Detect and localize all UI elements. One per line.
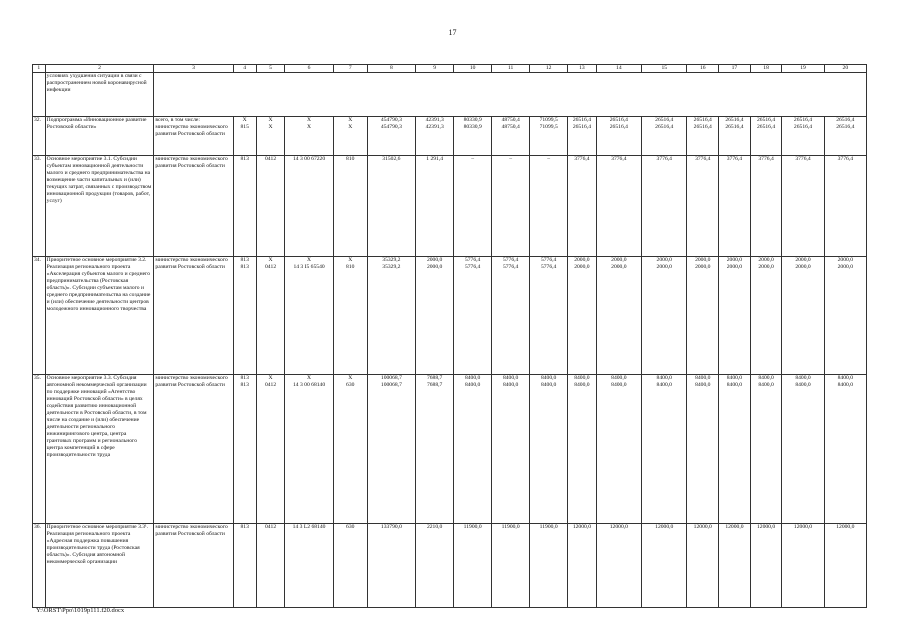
cell-value: 3776,4 [726, 156, 743, 162]
value-cell [568, 257, 597, 375]
value-cell [719, 156, 751, 257]
budget-table [32, 64, 867, 608]
cell-value: 454790,3 [380, 124, 402, 130]
column-header: 7 [333, 65, 367, 73]
value-cell [782, 524, 824, 608]
value-cell [750, 117, 782, 156]
value-cell [256, 375, 285, 524]
cell-value: X [348, 375, 353, 381]
cell-value: 0412 [264, 382, 277, 388]
value-cell [750, 156, 782, 257]
value-cell [333, 156, 367, 257]
cell-value: 14 3 I5 65540 [293, 264, 325, 270]
value-cell [233, 117, 256, 156]
cell-value: 12000,0 [725, 524, 744, 530]
cell-value: 100068,7 [380, 382, 402, 388]
value-cell [530, 117, 568, 156]
cell-value: 2210,0 [426, 524, 443, 530]
cell-value: 42391,3 [425, 117, 444, 123]
value-cell [256, 156, 285, 257]
cell-value: 7688,7 [426, 375, 443, 381]
column-header: 17 [719, 65, 751, 73]
value-cell [687, 375, 719, 524]
cell-value: 8400,0 [837, 375, 853, 381]
cell-value: X [348, 124, 353, 130]
value-cell [642, 524, 687, 608]
cell-value: 8400,0 [656, 375, 672, 381]
cell-value: 630 [346, 524, 355, 530]
cell-value: всего, в том числе: [155, 117, 200, 123]
value-cell [568, 524, 597, 608]
executor-cell [154, 524, 233, 608]
column-header: 11 [492, 65, 530, 73]
cell-value: 813 [240, 156, 249, 162]
value-cell [492, 257, 530, 375]
value-cell [824, 375, 866, 524]
value-cell [454, 156, 492, 257]
value-cell [416, 524, 454, 608]
cell-value: 3776,4 [574, 156, 590, 162]
table-row [33, 117, 867, 156]
cell-value: 2000,0 [795, 264, 811, 270]
cell-value: X [268, 375, 273, 381]
value-cell [333, 257, 367, 375]
cell-value: 2000,0 [426, 257, 443, 263]
cell-value: 26516,4 [693, 124, 712, 130]
cell-value: 31502,6 [382, 156, 401, 162]
value-cell [719, 524, 751, 608]
value-cell [642, 117, 687, 156]
cell-value: 2000,0 [611, 257, 627, 263]
cell-value: 2000,0 [758, 264, 774, 270]
value-cell [492, 375, 530, 524]
cell-value: – [471, 156, 475, 162]
value-cell [568, 117, 597, 156]
value-cell [719, 257, 751, 375]
cell-value: 26516,4 [836, 117, 855, 123]
cell-value: 26516,4 [609, 117, 628, 123]
value-cell [333, 524, 367, 608]
row-name: Основное мероприятие 3.1. Субсидии субъектам инновационной деятельности малого и среднего предпринимательства на возмещение части капитальных и (или) текущих затрат, связанных с производством инновационной продукции (товаров, работ, услуг) [45, 156, 154, 257]
column-header: 16 [687, 65, 719, 73]
value-cell [285, 156, 334, 257]
cell-value: X [348, 117, 353, 123]
value-cell [824, 117, 866, 156]
column-header: 9 [416, 65, 454, 73]
cell-value: министерство экономического развития Ростовской области [155, 257, 228, 270]
value-cell [596, 156, 641, 257]
value-cell [750, 524, 782, 608]
row-name: Приоритетное основное мероприятие 3.2. Реализация регионального проекта «Акселерация субъектов малого и среднего предпринимательства (Ростовская область)». Субсидии субъектам малого и среднего предпринимательства на создание и (или) обеспечение деятельности центров молодежного инновационного творчества [45, 257, 154, 375]
cell-value: 71099,5 [539, 124, 558, 130]
cell-value: 2000,0 [574, 257, 590, 263]
cell-value: 14 3 00 67220 [292, 156, 326, 162]
value-cell [719, 375, 751, 524]
cell-value: 71099,5 [539, 117, 558, 123]
column-header: 13 [568, 65, 597, 73]
cell-value: 3776,4 [611, 156, 627, 162]
value-cell [333, 117, 367, 156]
cell-value: 26516,4 [756, 124, 776, 130]
value-cell [596, 375, 641, 524]
cell-value: 12000,0 [693, 524, 712, 530]
cell-value: X [348, 257, 353, 263]
cell-value: 12000,0 [756, 524, 776, 530]
cell-value: 2000,0 [726, 257, 743, 263]
cell-value: 12000,0 [609, 524, 628, 530]
value-cell [285, 375, 334, 524]
row-number: 36. [33, 524, 46, 608]
row-name: Приоритетное основное мероприятие 3.3¹. Реализация регионального проекта «Адресная поддержка повышения производительности труда (Ростовская область)». Субсидия автономной некоммерческой организации [45, 524, 154, 608]
cell-value: 1 291,4 [426, 156, 444, 162]
value-cell [492, 156, 530, 257]
column-header: 19 [782, 65, 824, 73]
cell-value: 813 [240, 257, 249, 263]
cell-value: 100068,7 [380, 375, 402, 381]
cell-value: 12000,0 [836, 524, 855, 530]
value-cell [233, 375, 256, 524]
cell-value: 26516,4 [793, 117, 813, 123]
column-header: 8 [367, 65, 416, 73]
column-header: 10 [454, 65, 492, 73]
cell-value: 48750,4 [501, 124, 520, 130]
cell-value: X [268, 117, 273, 123]
table-row [33, 257, 867, 375]
cell-value: 14 3 L2 68140 [292, 524, 326, 530]
cell-value: 2000,0 [426, 264, 443, 270]
cell-value: 8400,0 [758, 382, 774, 388]
value-cell [596, 257, 641, 375]
cell-value: 2000,0 [695, 264, 711, 270]
cell-value: 8400,0 [726, 382, 743, 388]
document-path: Y:\ORST\Ppo\1019p111.f20.docx [36, 607, 125, 614]
cell-value: 630 [346, 382, 355, 388]
cell-value: 80330,9 [463, 117, 482, 123]
cell-value: 2000,0 [611, 264, 627, 270]
cell-value: 815 [240, 124, 249, 130]
cell-value: 5776,4 [464, 264, 481, 270]
cell-value: 8400,0 [656, 382, 672, 388]
cell-value: 0412 [264, 524, 277, 530]
cell-value: 26516,4 [756, 117, 776, 123]
cell-value: 813 [240, 264, 249, 270]
value-cell [642, 375, 687, 524]
value-cell [256, 524, 285, 608]
cell-value: 813 [240, 382, 249, 388]
value-cell [687, 257, 719, 375]
cell-value: 8400,0 [611, 375, 627, 381]
cell-value: 26516,4 [609, 124, 628, 130]
cell-value: 813 [240, 375, 249, 381]
value-cell [454, 375, 492, 524]
value-cell [750, 257, 782, 375]
column-header: 1 [33, 65, 46, 73]
value-cell [750, 375, 782, 524]
value-cell [285, 117, 334, 156]
cell-value: – [547, 156, 551, 162]
table-row [33, 156, 867, 257]
cell-value: 3776,4 [795, 156, 811, 162]
cell-value: 2000,0 [656, 264, 672, 270]
value-cell [824, 156, 866, 257]
executor-cell [154, 375, 233, 524]
cell-value: 0412 [264, 264, 277, 270]
cell-value: 8400,0 [574, 382, 590, 388]
cell-value: 133790,0 [380, 524, 402, 530]
cell-value: 8400,0 [502, 382, 519, 388]
column-header: 14 [596, 65, 641, 73]
value-cell [285, 524, 334, 608]
value-cell [416, 117, 454, 156]
cell-value: 8400,0 [695, 382, 711, 388]
value-cell [530, 375, 568, 524]
row-number: 32. [33, 117, 46, 156]
cell-value: 2000,0 [758, 257, 774, 263]
value-cell [782, 375, 824, 524]
value-cell [416, 375, 454, 524]
value-cell [233, 524, 256, 608]
cell-value: 5776,4 [540, 257, 557, 263]
cell-value: – [509, 156, 513, 162]
cell-value: 26516,4 [655, 124, 674, 130]
column-header: 5 [256, 65, 285, 73]
cell-value: 12000,0 [793, 524, 813, 530]
value-cell [596, 117, 641, 156]
table-row [33, 524, 867, 608]
value-cell [367, 524, 416, 608]
column-header: 20 [824, 65, 866, 73]
value-cell [824, 257, 866, 375]
value-cell [492, 117, 530, 156]
cell-value: 2000,0 [837, 257, 853, 263]
cell-value: 454790,3 [380, 117, 402, 123]
cell-value: 5776,4 [502, 264, 519, 270]
cell-value: 8400,0 [758, 375, 774, 381]
value-cell [530, 524, 568, 608]
cell-value: 8400,0 [540, 375, 557, 381]
value-cell [782, 257, 824, 375]
cell-value: 8400,0 [464, 382, 481, 388]
cell-value: 8400,0 [574, 375, 590, 381]
cell-value: 5776,4 [540, 264, 557, 270]
value-cell [782, 156, 824, 257]
value-cell [492, 524, 530, 608]
cell-value: 2000,0 [695, 257, 711, 263]
cell-value: X [268, 124, 273, 130]
cell-value: 3776,4 [758, 156, 774, 162]
cell-value: 48750,4 [501, 117, 520, 123]
cell-value: 2000,0 [795, 257, 811, 263]
cell-value: 26516,4 [572, 117, 591, 123]
cell-value: 8400,0 [611, 382, 627, 388]
cell-value: 26516,4 [725, 117, 744, 123]
cell-value: 2000,0 [837, 264, 853, 270]
cell-value: 35329,2 [382, 264, 401, 270]
table-row-continuation [33, 73, 867, 117]
value-cell [454, 257, 492, 375]
value-cell [233, 156, 256, 257]
value-cell [416, 156, 454, 257]
cell-value: X [307, 257, 312, 263]
cell-value: 8400,0 [695, 375, 711, 381]
cell-value: 8400,0 [795, 382, 811, 388]
value-cell [824, 524, 866, 608]
value-cell [687, 156, 719, 257]
row-number: 34. [33, 257, 46, 375]
row-number: 33. [33, 156, 46, 257]
row-name: Подпрограмма «Инновационное развитие Ростовской области» [45, 117, 154, 156]
cell-value: 11900,0 [539, 524, 558, 530]
value-cell [530, 156, 568, 257]
cell-value: 8400,0 [795, 375, 811, 381]
value-cell [719, 117, 751, 156]
cell-value: министерство экономического развития Ростовской области [155, 124, 228, 137]
value-cell [687, 117, 719, 156]
cell-value: министерство экономического развития Ростовской области [155, 375, 228, 388]
value-cell [687, 524, 719, 608]
cell-value: 8400,0 [464, 375, 481, 381]
value-cell [367, 117, 416, 156]
value-cell [596, 524, 641, 608]
cell-value: X [307, 375, 312, 381]
table-cell [154, 73, 867, 117]
value-cell [233, 257, 256, 375]
value-cell [256, 257, 285, 375]
cell-value: 11900,0 [501, 524, 520, 530]
cell-value: X [307, 117, 312, 123]
column-header: 4 [233, 65, 256, 73]
cell-value: 810 [346, 156, 355, 162]
cell-value: X [268, 257, 273, 263]
cell-value: 3776,4 [837, 156, 853, 162]
cell-value: 26516,4 [793, 124, 813, 130]
cell-value: 12000,0 [572, 524, 591, 530]
cell-value: 26516,4 [693, 117, 712, 123]
cell-value: 26516,4 [725, 124, 744, 130]
cell-value: 810 [346, 264, 355, 270]
cell-value: 35329,2 [382, 257, 401, 263]
cell-value: 8400,0 [726, 375, 743, 381]
cell-value: 7688,7 [426, 382, 443, 388]
column-header: 6 [285, 65, 334, 73]
value-cell [568, 156, 597, 257]
cell-value: 2000,0 [574, 264, 590, 270]
cell-value: 11900,0 [463, 524, 482, 530]
cell-value: X [242, 117, 247, 123]
cell-value: 5776,4 [464, 257, 481, 263]
cell-value: 2000,0 [656, 257, 672, 263]
cell-value: 42391,3 [425, 124, 444, 130]
cell-value: 26516,4 [836, 124, 855, 130]
value-cell [256, 117, 285, 156]
column-header: 18 [750, 65, 782, 73]
cell-value: 813 [240, 524, 249, 530]
row-name-continuation: условиях ухудшения ситуации в связи с распространением новой коронавирусной инфекции [45, 73, 154, 117]
cell-value: 8400,0 [502, 375, 519, 381]
page-number: 17 [448, 28, 457, 37]
cell-value: 3776,4 [695, 156, 711, 162]
value-cell [568, 375, 597, 524]
cell-value: 0412 [264, 156, 277, 162]
value-cell [454, 117, 492, 156]
column-header: 12 [530, 65, 568, 73]
column-header: 2 [45, 65, 154, 73]
value-cell [367, 375, 416, 524]
cell-value: 3776,4 [656, 156, 672, 162]
executor-cell [154, 156, 233, 257]
value-cell [454, 524, 492, 608]
value-cell [367, 257, 416, 375]
cell-value: 26516,4 [572, 124, 591, 130]
column-header: 3 [154, 65, 233, 73]
column-header: 15 [642, 65, 687, 73]
value-cell [782, 117, 824, 156]
cell-value: министерство экономического развития Ростовской области [155, 524, 228, 537]
cell-value: министерство экономического развития Ростовской области [155, 156, 228, 169]
cell-value: 80330,9 [463, 124, 482, 130]
value-cell [333, 375, 367, 524]
cell-value: 12000,0 [655, 524, 674, 530]
row-name: Основное мероприятие 3.3. Субсидия автономной некоммерческой организации по поддержке инноваций «Агентство инноваций Ростовской области» в целях содействия развитию инновационной деятельности в Ростовской области, в том числе на создание и (или) обеспечение деятельности регионального инжинирингового центра, центра грантовых программ и регионального центра компетенций в сфере производительности труда [45, 375, 154, 524]
cell-value: X [307, 124, 312, 130]
executor-cell [154, 257, 233, 375]
cell-value: 8400,0 [540, 382, 557, 388]
table-cell [33, 73, 46, 117]
table-header-row [33, 65, 867, 73]
value-cell [285, 257, 334, 375]
row-number: 35. [33, 375, 46, 524]
cell-value: 26516,4 [655, 117, 674, 123]
value-cell [642, 257, 687, 375]
table-row [33, 375, 867, 524]
cell-value: 14 3 00 68140 [292, 382, 326, 388]
value-cell [530, 257, 568, 375]
cell-value: 5776,4 [502, 257, 519, 263]
value-cell [642, 156, 687, 257]
value-cell [367, 156, 416, 257]
value-cell [416, 257, 454, 375]
cell-value: 2000,0 [726, 264, 743, 270]
cell-value: 8400,0 [837, 382, 853, 388]
executor-cell [154, 117, 233, 156]
